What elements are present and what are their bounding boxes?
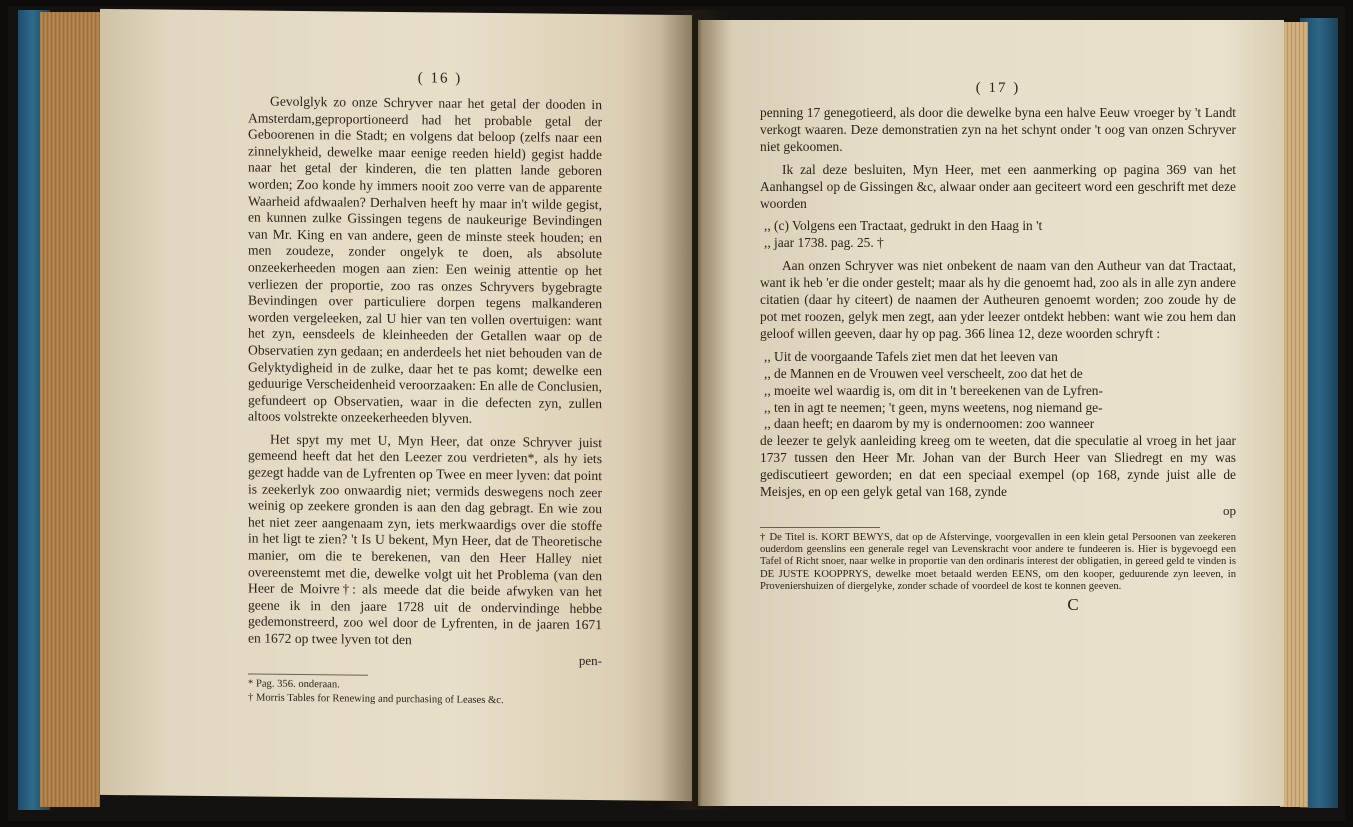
- left-page: [100, 9, 692, 801]
- left-catchword: pen-: [578, 652, 602, 668]
- left-footnote-rule: [248, 673, 368, 675]
- right-paragraph-3: Aan onzen Schryver was niet onbekent de naam van den Autheur van dat Tractaat, want ik heb 'er die onder gestelt; maar als hy die genoemt had, zoo als in alle zyn andere citatien (daar hy citeert) de naamen der Autheuren genoemt worden; zoo zoude hy de pot met roozen, gelyk men zegt, aan yder leezer ontdekt hebben: want wie zou hem dan geloof willen geeven, daar hy op pag. 366 linea 12, deze woorden schryft :: [760, 258, 1236, 341]
- quotation-line: ,, moeite wel waardig is, om dit in 't bereekenen van de Lyfren-: [764, 382, 1103, 398]
- right-page-block-edge: [1280, 22, 1308, 807]
- page-number-right: ( 17 ): [975, 80, 1021, 96]
- left-paragraph-1: Gevolglyk zo onze Schryver naar het getal der dooden in Amsterdam,geproportioneerd had het probable getal der Geboorenen in die Stadt; en volgens dat beloop (zelfs naar een zinnelykheid, dewelke maar eenige reeden hield) gegist hadde naar het getal der kinderen, die ten platten lande geboren worden; Zoo konde hy immers nooit zoo verre van de apparente Waarheid afdwaalen? Derhalven heeft hy maar in't wilde gegist, en kunnen zulke Gissingen tegens de naukeurige Bevindingen van Mr. King en van andere, geen de minste steek houden; en men zoudeze, zonder ongelyk te doen, als absolute onzeekerheeden mogen aan zien: Een weinig attentie op het verliezen der proportie, zoo ras onzes Schryvers bygebragte Bevindingen over particuliere dorpen tegens malkanderen worden vergeleeken, zal U hier van ten vollen overtuigen: want het zyn, eensdeels de kleinheeden der Getallen waar op de Observatien zyn gedaan; en anderdeels het niet behouden van de Gelyktydigheid in de zulke, daar het te pas komt; dewelke een geduurige Verscheidenheid veroorzaaken: En alle de Conclusien, gefundeert op Observatien, waar in die defecten zyn, zullen altoos volstrekte onzeekerheeden blyven.: [248, 93, 602, 427]
- quotation-line: ,, de Mannen en de Vrouwen veel verscheelt, zoo dat het de: [764, 365, 1083, 381]
- left-footnote-2: † Morris Tables for Renewing and purchasing of Leases &c.: [248, 692, 504, 706]
- quotation-line: ,, daan heeft; en daarom by my is ondernoomen: zoo wanneer: [764, 416, 1095, 432]
- quotation-2: [764, 349, 1236, 434]
- right-page: [698, 20, 1284, 806]
- quotation-line: ,, jaar 1738. pag. 25. †: [764, 235, 884, 251]
- right-footnote: † De Titel is. KORT BEWYS, dat op de Afstervinge, voorgevallen in een klein getal Persoonen van zeekeren ouderdom geenslins een generale regel van Levenskracht voor andere te fundeeren is. Hier is bygevoegd een Tafel of Richt snoer, naar welke in proportie van den ordinaris interest der obligatien, in gereed geld te vinden is DE JUSTE KOOPPRYS, dewelke moet betaald werden EENS, om den kooper, geduurende zyn leeven, in Proveniershuizen of diergelyke, zonder schade of voordeel de kost te konnen geeven.: [760, 531, 1236, 592]
- right-catchword: op: [1223, 502, 1236, 518]
- page-number-left: ( 16 ): [417, 70, 463, 87]
- left-paragraph-2: Het spyt my met U, Myn Heer, dat onze Schryver juist gemeend heeft dat het den Leezer zou verdrieten*, als hy iets gezegt hadde van de Lyfrenten op Twee en meer lyven: dat point is zeekerlyk zoo onwaardig niet; vermids deswegens noch zeer weinig op zeekere gronden is aan den dag gebragt. En wie zou het niet zeer aangenaam zyn, iets merkwaardigs over die stoffe in het ligt te zien? 't Is U bekent, Myn Heer, dat de Theoretische manier, om die te berekenen, van den Heer Halley niet overeenstemt met die, dewelke volgt uit het Problema (van den Heer de Moivre†: als meede dat die beide afwyken van het geene ik in den jaare 1728 uit de ondervindinge hebbe gedemonstreerd, zoo wel door de Lyfrenten, in de jaaren 1671 en 1672 op twee lyven tot den: [248, 431, 602, 648]
- left-footnote-1: * Pag. 356. onderaan.: [248, 678, 340, 691]
- quotation-line: ,, (c) Volgens een Tractaat, gedrukt in den Haag in 't: [764, 218, 1043, 234]
- quotation-1: [764, 218, 1236, 252]
- right-paragraph-2: Ik zal deze besluiten, Myn Heer, met een aanmerking op pagina 369 van het Aanhangsel op de Gissingen &c, alwaar onder aan geciteert word een geschrift met deze woorden: [760, 161, 1236, 211]
- left-page-block-edge: [40, 12, 100, 807]
- quotation-line: ,, ten in agt te neemen; 't geen, myns weetens, nog niemand ge-: [764, 399, 1103, 415]
- right-paragraph-4: de leezer te gelyk aanleiding kreeg om te weeten, dat die speculatie al vroeg in het jaar 1737 tussen den Heer Mr. Johan van der Burch Heer van Sliedregt en my was gediscutieert geworden; en dat een speciaal exempel (op 168, zynde juist alle de Meisjes, en op een gelyk getal van 168, zynde: [760, 433, 1236, 500]
- right-footnote-rule: [760, 527, 880, 528]
- signature-mark: C: [1067, 594, 1079, 614]
- quotation-line: ,, Uit de voorgaande Tafels ziet men dat het leeven van: [764, 348, 1058, 364]
- right-paragraph-1: penning 17 genegotieerd, als door die dewelke byna een halve Eeuw vroeger by 't Landt verkogt waaren. Deze demonstratien zyn na het schynt onder 't oog van onzen Schryver niet gekoomen.: [760, 105, 1236, 154]
